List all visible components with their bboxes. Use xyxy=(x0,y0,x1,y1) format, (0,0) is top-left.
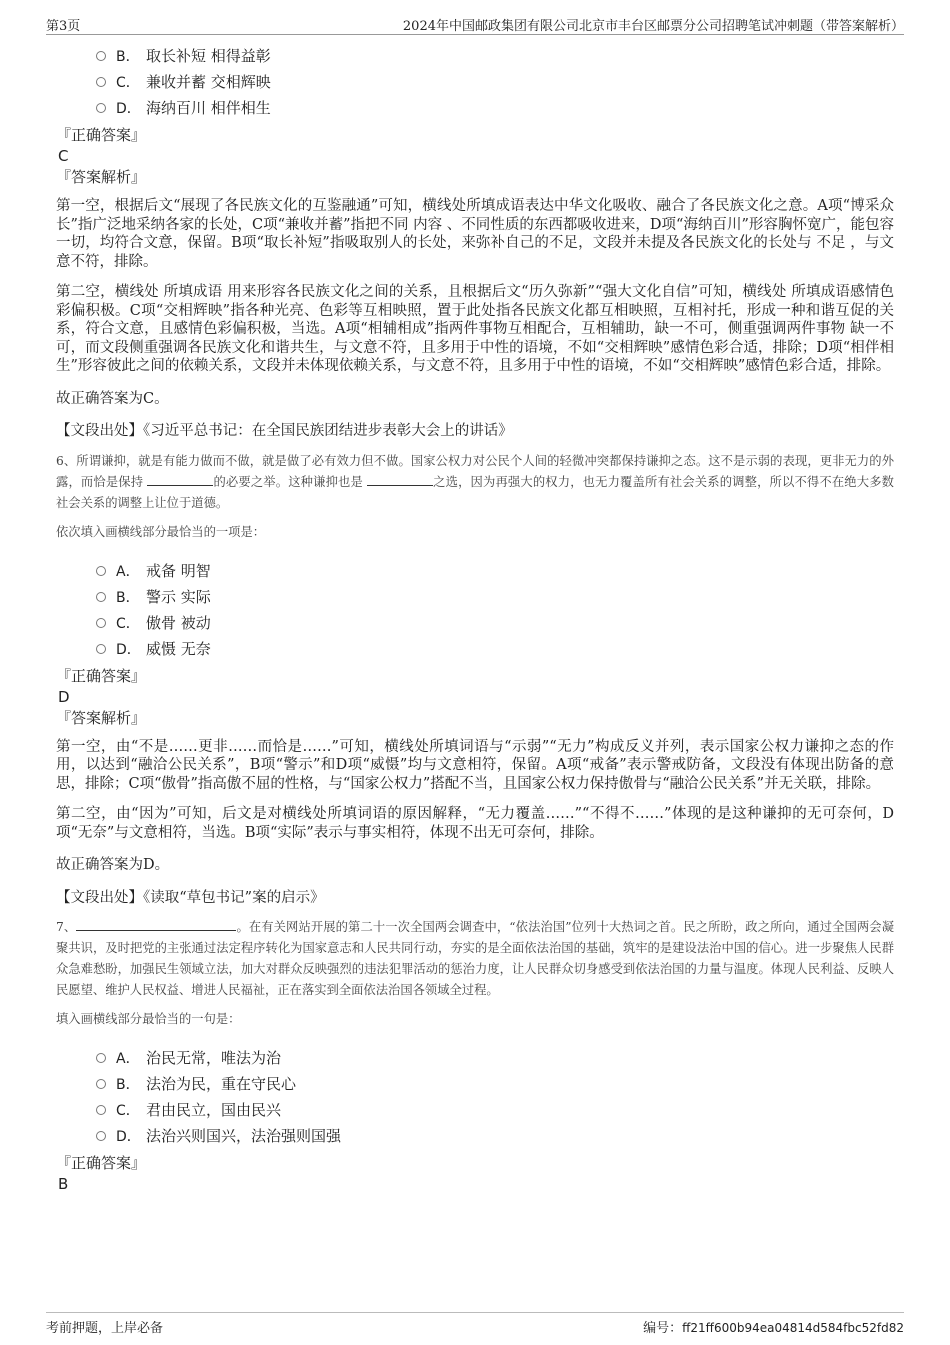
q5-analysis-paragraph-1: 第一空，根据后文“展现了各民族文化的互鉴融通”可知，横线处所填成语表达中华文化吸收、融合了各民族文化之意。A项“博采众长”指广泛地采纳各家的长处，C项“兼收并蓄”指把不同 内容 、不同性质的东西都吸收进来，D项“海纳百川”形容胸怀宽广，能包容一切，均符合文意，保留。B项“取长补短”指吸取别人的长处，来弥补自己的不足，文段并未提及各民族文化的长处与 不足 ，与文意不符，排除。 xyxy=(56,198,894,270)
q7-answer-value: B xyxy=(58,1175,69,1193)
q6-blank-2 xyxy=(367,473,433,486)
q6-question-text: 6、所谓谦抑，就是有能力做而不做，就是做了必有效力但不做。国家公权力对公民个人间的轻微冲突都保持谦抑之态。这不是示弱的表现，更非无力的外露，而恰是保持 的必要之举。这种谦抑也是 之选，因为再强大的权力，也无力覆盖所有社会关系的调整，所以不得不在绝大多数社会关系的调整上让位于道德。 xyxy=(56,453,894,510)
q6-analysis-paragraph-2: 第二空，由“因为”可知，后文是对横线处所填词语的原因解释，“无力覆盖……”“不得不……”体现的是这种谦抑的无可奈何，D项“无奈”与文意相符，当选。B项“实际”表示与事实相符，体现不出无可奈何，排除。 xyxy=(56,806,894,841)
q5-answer-value: C xyxy=(58,147,69,165)
q7-option-d[interactable]: D． 法治兴则国兴，法治强则国强 xyxy=(96,1123,894,1149)
q5-option-c[interactable]: C． 兼收并蓄 交相辉映 xyxy=(96,69,894,95)
radio-icon[interactable] xyxy=(96,77,106,87)
q7-option-b[interactable]: B． 法治为民，重在守民心 xyxy=(96,1071,894,1097)
radio-icon[interactable] xyxy=(96,1053,106,1063)
footer-slogan: 考前押题，上岸必备 xyxy=(46,1321,164,1336)
radio-icon[interactable] xyxy=(96,566,106,576)
page-content xyxy=(56,40,894,1194)
q6-option-b[interactable]: B． 警示 实际 xyxy=(96,584,894,610)
q6-option-a[interactable]: A． 戒备 明智 xyxy=(96,558,894,584)
page-footer xyxy=(46,1312,904,1335)
q6-analysis-paragraph-3: 故正确答案为D。 xyxy=(56,857,170,873)
q7-option-c[interactable]: C． 君由民立，国由民兴 xyxy=(96,1097,894,1123)
q6-blank-1 xyxy=(147,473,213,486)
page-header xyxy=(46,14,904,35)
q7-correct-answer-label: 『正确答案』 xyxy=(56,1154,147,1172)
page-number: 第3页 xyxy=(46,19,81,34)
q7-options xyxy=(96,1045,894,1149)
radio-icon[interactable] xyxy=(96,618,106,628)
q6-option-d[interactable]: D． 威慑 无奈 xyxy=(96,636,894,662)
q5-analysis-paragraph-3: 故正确答案为C。 xyxy=(56,390,169,407)
q6-analysis-label: 『答案解析』 xyxy=(56,708,147,727)
q5-options xyxy=(96,43,894,121)
q6-option-c[interactable]: C． 傲骨 被动 xyxy=(96,610,894,636)
document-code: 编号：ff21ff600b94ea04814d584fbc52fd82 xyxy=(643,1321,904,1336)
q7-prompt: 填入画横线部分最恰当的一句是： xyxy=(56,1012,241,1026)
q6-options xyxy=(96,558,894,662)
q5-option-b[interactable]: B． 取长补短 相得益彰 xyxy=(96,43,894,69)
radio-icon[interactable] xyxy=(96,1131,106,1141)
q6-prompt: 依次填入画横线部分最恰当的一项是： xyxy=(56,524,266,539)
radio-icon[interactable] xyxy=(96,644,106,654)
q7-question-text: 7、 。在有关网站开展的第二十一次全国两会调查中，“依法治国”位列十大热词之首。民之所盼，政之所向，通过全国两会凝聚共识，及时把党的主张通过法定程序转化为国家意志和人民共同行动，夯实的是全面依法治国的基础，筑牢的是建设法治中国的信心。进一步聚焦人民群众急难愁盼，加强民生领域立法，加大对群众反映强烈的违法犯罪活动的惩治力度，让人民群众切身感受到依法治国的力量与温度。体现人民利益、反映人民愿望、维护人民权益、增进人民福祉，正在落实到全面依法治国各领域全过程。 xyxy=(56,920,895,997)
radio-icon[interactable] xyxy=(96,103,106,113)
document-title: 2024年中国邮政集团有限公司北京市丰台区邮票分公司招聘笔试冲刺题（带答案解析） xyxy=(402,19,904,34)
q5-analysis-label: 『答案解析』 xyxy=(56,168,147,186)
radio-icon[interactable] xyxy=(96,1079,106,1089)
q5-source: 【文段出处】《习近平总书记：在全国民族团结进步表彰大会上的讲话》 xyxy=(56,423,513,439)
q6-correct-answer-label: 『正确答案』 xyxy=(56,666,147,685)
q6-analysis-paragraph-1: 第一空，由“不是……更非……而恰是……”可知，横线处所填词语与“示弱”“无力”构成反义并列，表示国家公权力谦抑之态的作用，以达到“融洽公民关系”，B项“警示”和D项“威慑”均与文意相符，保留。A项“戒备”表示警戒防备，文段没有体现出防备的意思，排除；C项“傲骨”指高傲不屈的性格，与“国家公权力”搭配不当，且国家公权力保持傲骨与“融洽公民关系”并无关联，排除。 xyxy=(56,738,894,792)
q5-correct-answer-label: 『正确答案』 xyxy=(56,126,147,144)
q6-source: 【文段出处】《读取“草包书记”案的启示》 xyxy=(56,889,325,906)
q6-answer-value: D xyxy=(58,687,70,706)
radio-icon[interactable] xyxy=(96,1105,106,1115)
q7-blank xyxy=(76,918,236,931)
q5-option-d[interactable]: D． 海纳百川 相伴相生 xyxy=(96,95,894,121)
q5-analysis-paragraph-2: 第二空，横线处 所填成语 用来形容各民族文化之间的关系，且根据后文“历久弥新”“强大文化自信”可知，横线处 所填成语感情色彩偏积极。C项“交相辉映”指各种光亮、色彩等互相映照，置于此处指各民族文化都互相映照，互相衬托，形成一种和谐互促的关系，符合文意，且感情色彩偏积极，当选。A项“相辅相成”指两件事物互相配合，互相辅助，缺一不可，侧重强调两件事物 缺一不可，而文段侧重强调各民族文化和谐共生，与文意不符，且多用于中性的语境，不如“交相辉映”感情色彩合适，排除；D项“相伴相生”形容彼此之间的依赖关系，文段并未体现依赖关系，与文意不符，且多用于中性的语境，不如“交相辉映”感情色彩合适，排除。 xyxy=(56,284,894,374)
radio-icon[interactable] xyxy=(96,592,106,602)
q7-option-a[interactable]: A． 治民无常，唯法为治 xyxy=(96,1045,894,1071)
radio-icon[interactable] xyxy=(96,51,106,61)
